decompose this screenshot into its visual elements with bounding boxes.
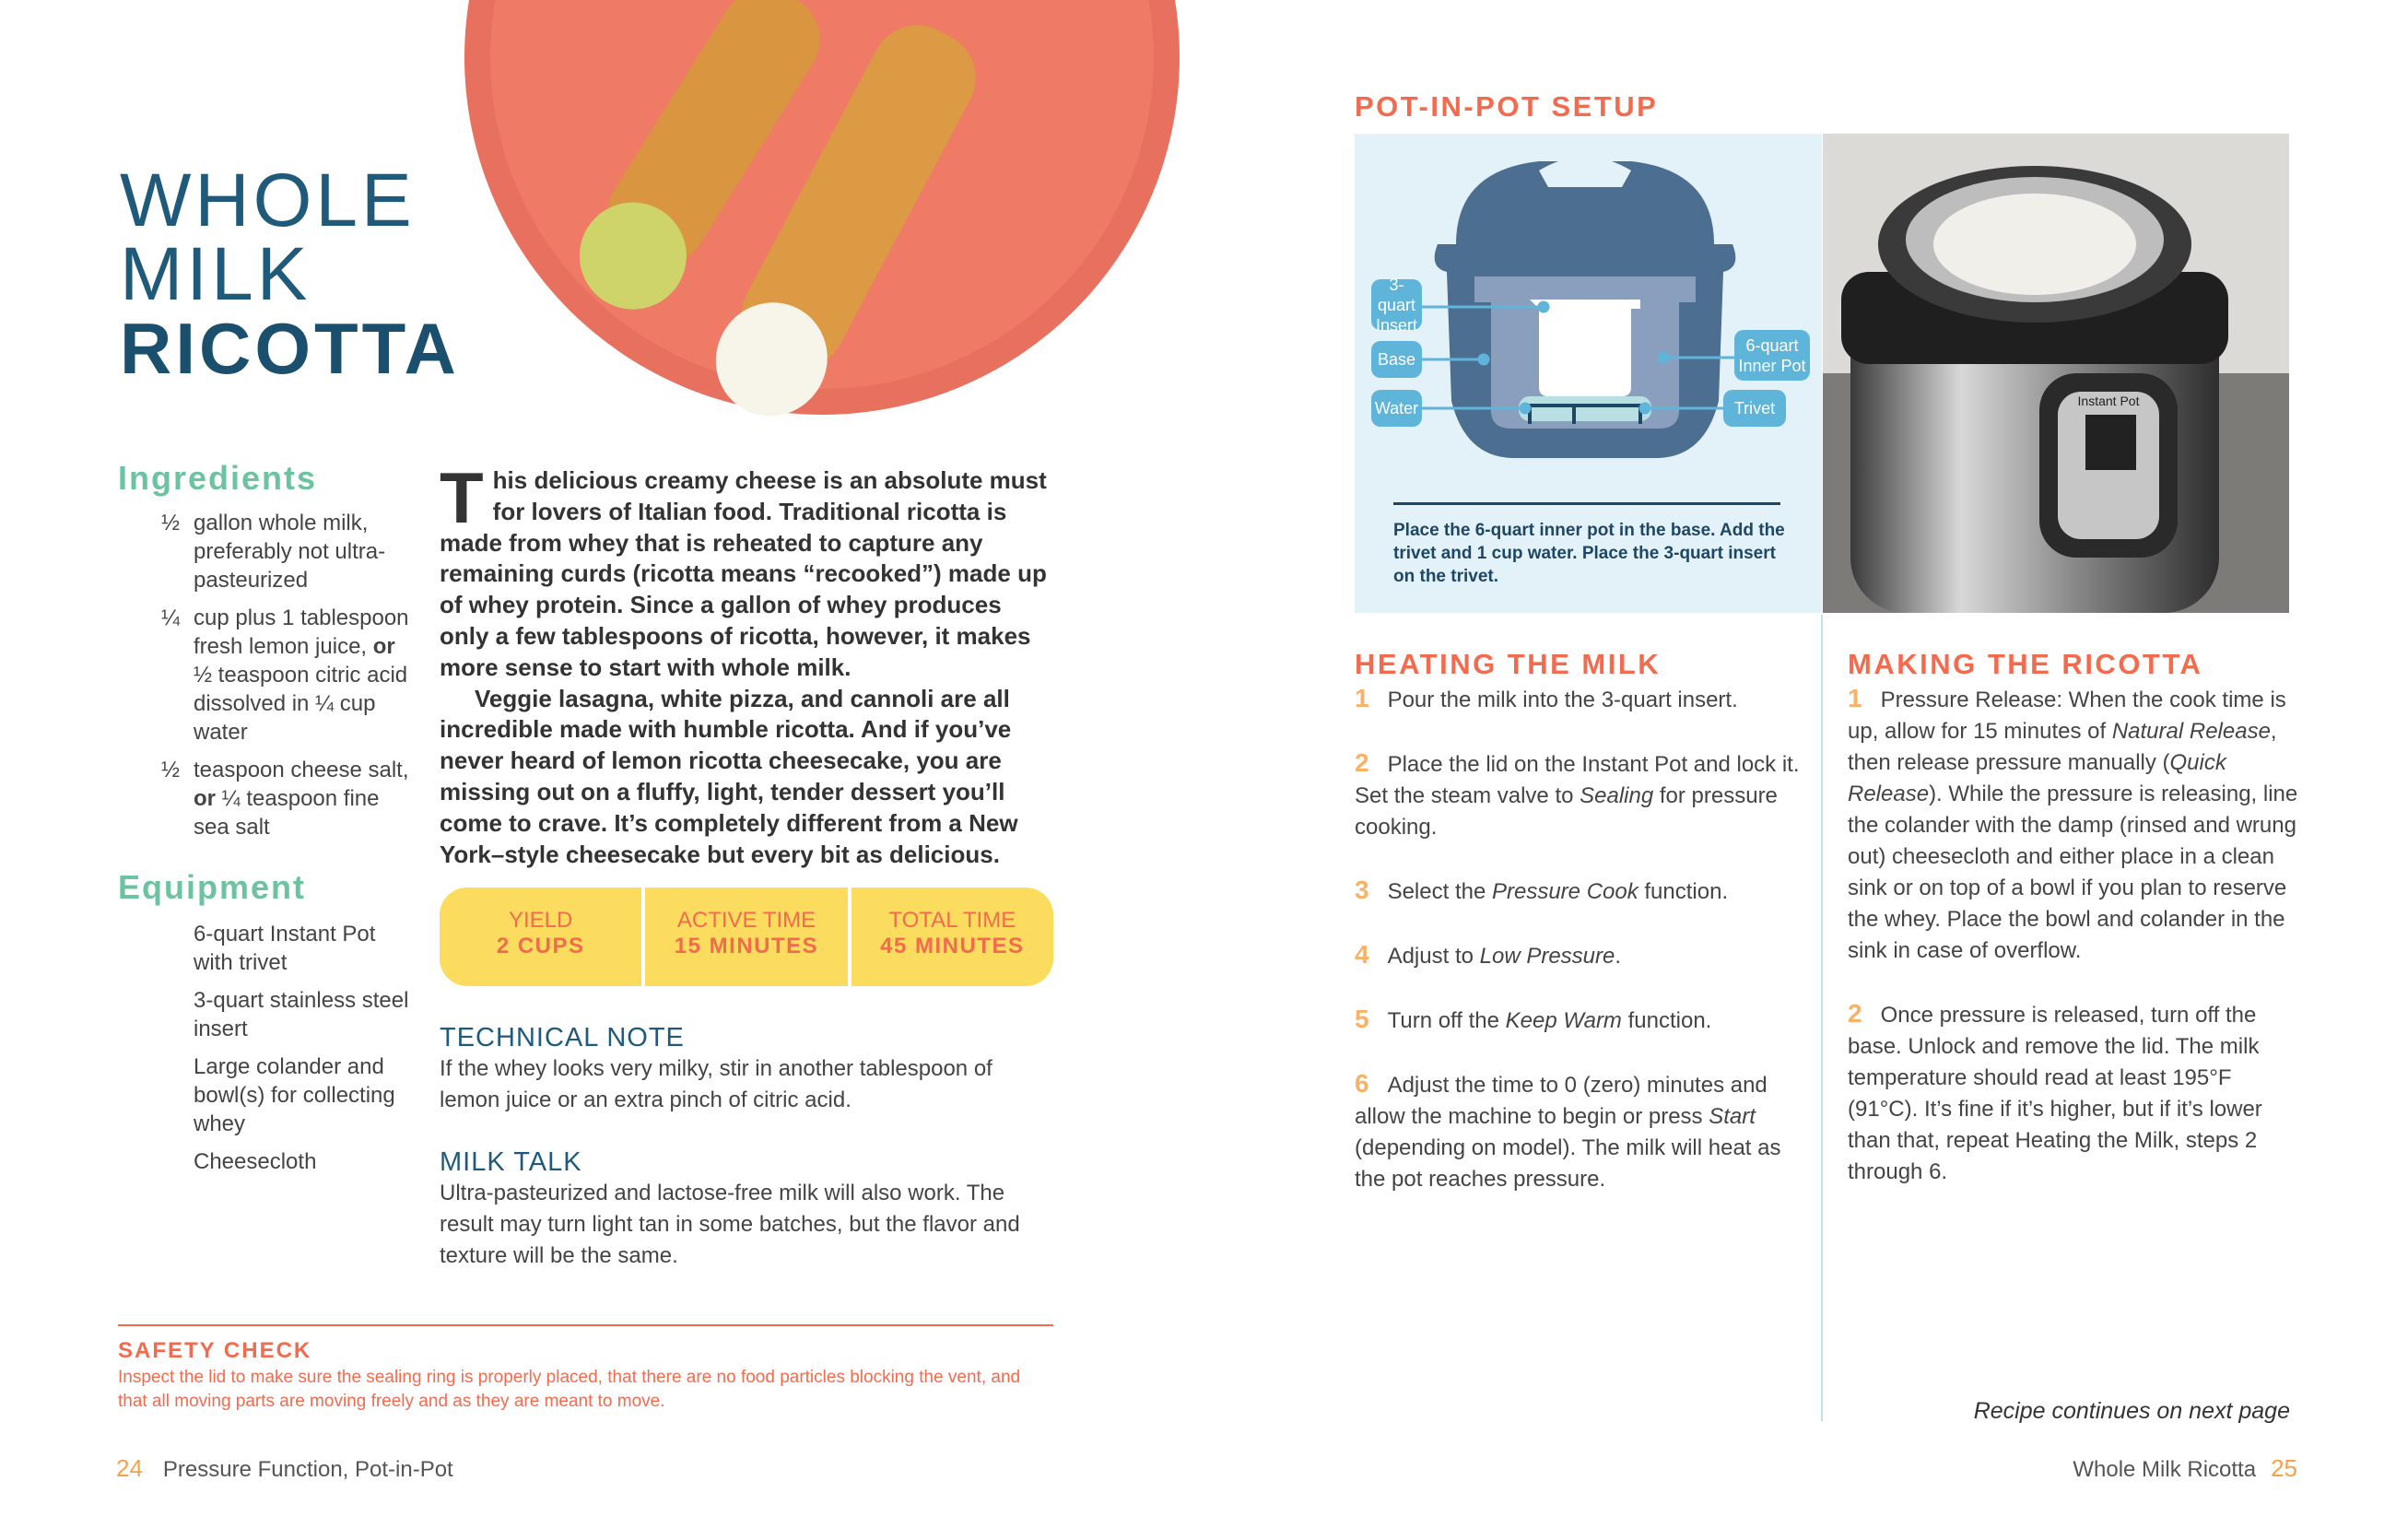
equipment-item: 3-quart stainless steel insert bbox=[194, 988, 409, 1041]
title-line-2: MILK bbox=[120, 232, 311, 316]
heating-step-6: 6 Adjust the time to 0 (zero) minutes and allow the machine to begin or press Start (depending on model). The milk will heat as the pot reaches pressure. bbox=[1355, 1069, 1781, 1192]
making-section bbox=[1848, 648, 2301, 1188]
footer-section: Pressure Function, Pot-in-Pot bbox=[162, 1457, 453, 1482]
equipment-item: Large colander and bowl(s) for collecting whey bbox=[194, 1054, 395, 1136]
equipment-list bbox=[194, 920, 419, 1185]
ingredient-text: cup plus 1 tablespoon fresh lemon juice, or ½ teaspoon citric acid dissolved in ¼ cup water bbox=[194, 605, 409, 745]
making-heading: MAKING THE RICOTTA bbox=[1848, 648, 2203, 680]
ingredient-text: teaspoon cheese salt, or ¼ teaspoon fine sea salt bbox=[194, 758, 409, 840]
recipe-continues-note: Recipe continues on next page bbox=[1973, 1398, 2290, 1424]
making-step-1: 1 Pressure Release: When the cook time is up, allow for 15 minutes of Natural Release, then release pressure manually (Quick Release). While the pressure is releasing, line the colander with the damp (rinsed and wrung out) cheesecloth and either place in a clean sink or on top of a bowl if you plan to reserve the whey. Place the bowl and colander in the sink in case of overflow. bbox=[1848, 684, 2298, 963]
intro-paragraph-1: his delicious creamy cheese is an absolute must for lovers of Italian food. Traditional ricotta is made from whey that is reheated to capture any remaining curds (ricotta means “recooked”) made up of whey protein. Since a gallon of whey produces only a few tablespoons of ricotta, however, it makes more sense to start with whole milk. bbox=[440, 466, 1047, 681]
label-water: Water bbox=[1371, 390, 1422, 427]
ingredients-heading: Ingredients bbox=[118, 459, 318, 497]
making-step-2: 2 Once pressure is released, turn off the base. Unlock and remove the lid. The milk temperature should read at least 195°F (91°C). It’s fine if it’s higher, but if it’s lower than that, repeat Heating the Milk, steps 2 through 6. bbox=[1848, 999, 2262, 1184]
label-3-quart-insert: 3-quart Insert bbox=[1371, 279, 1422, 330]
drop-cap: T bbox=[440, 457, 484, 538]
recipe-title bbox=[120, 159, 460, 389]
stat-active-time: ACTIVE TIME 15 MINUTES bbox=[641, 888, 847, 986]
ingredient-qty: ½ bbox=[161, 511, 181, 535]
stat-yield: YIELD 2 CUPS bbox=[496, 908, 585, 958]
heating-heading: HEATING THE MILK bbox=[1355, 648, 1662, 680]
milk-talk-text: Ultra-pasteurized and lactose-free milk will also work. The result may turn light tan in some batches, but the flavor and texture will be the same. bbox=[440, 1181, 1020, 1268]
heating-step-2: 2 Place the lid on the Instant Pot and lock it. Set the steam valve to Sealing for pressure cooking. bbox=[1355, 748, 1800, 840]
page-number: 24 bbox=[116, 1454, 143, 1482]
intro-text bbox=[440, 457, 1057, 870]
photo-brand-text: Instant Pot bbox=[2077, 394, 2140, 408]
equipment-item: Cheesecloth bbox=[194, 1149, 317, 1174]
ingredient-item bbox=[161, 509, 419, 594]
caption-rule bbox=[1393, 502, 1780, 505]
label-6-quart-inner-pot: 6-quart Inner Pot bbox=[1734, 330, 1810, 381]
ingredient-item bbox=[161, 604, 419, 746]
ingredients-list bbox=[161, 509, 419, 851]
ingredient-item bbox=[161, 756, 419, 841]
technical-note bbox=[440, 1023, 1057, 1116]
safety-text: Inspect the lid to make sure the sealing ring is properly placed, that there are no food particles blocking the vent, and that all moving parts are moving freely and as they are meant to move. bbox=[118, 1368, 1021, 1411]
pot-diagram bbox=[1355, 134, 1822, 613]
stat-total-time: TOTAL TIME 45 MINUTES bbox=[848, 888, 1053, 986]
instant-pot-photo bbox=[1823, 134, 2289, 613]
title-line-1: WHOLE bbox=[120, 159, 416, 242]
heating-step-4: 4 Adjust to Low Pressure. bbox=[1355, 940, 1622, 969]
equipment-heading: Equipment bbox=[118, 868, 306, 906]
footer-section: Whole Milk Ricotta bbox=[2073, 1457, 2257, 1482]
heating-step-1: 1 Pour the milk into the 3-quart insert. bbox=[1355, 684, 1738, 712]
title-line-3: RICOTTA bbox=[120, 308, 460, 389]
page-number: 25 bbox=[2271, 1454, 2297, 1482]
label-trivet: Trivet bbox=[1723, 390, 1786, 427]
ingredient-text: gallon whole milk, preferably not ultra-pasteurized bbox=[194, 511, 386, 593]
label-base: Base bbox=[1371, 341, 1422, 378]
milk-talk bbox=[440, 1147, 1057, 1272]
intro-paragraph-2: Veggie lasagna, white pizza, and cannoli are all incredible made with humble ricotta. And if you’ve never heard of lemon ricotta cheesecake, you are missing out on a fluffy, light, tender dessert you’ll come to crave. It’s completely different from a New York–style cheesecake but every bit as delicious. bbox=[440, 684, 1018, 868]
diagram-caption: Place the 6-quart inner pot in the base. Add the trivet and 1 cup water. Place the 3-quart insert on the trivet. bbox=[1393, 521, 1785, 586]
column-divider bbox=[1821, 615, 1823, 1421]
heating-step-3: 3 Select the Pressure Cook function. bbox=[1355, 876, 1729, 904]
ingredient-qty: ¼ bbox=[161, 605, 181, 630]
technical-note-text: If the whey looks very milky, stir in another tablespoon of lemon juice or an extra pinch of citric acid. bbox=[440, 1056, 992, 1112]
equipment-item: 6-quart Instant Pot with trivet bbox=[194, 922, 376, 975]
pot-in-pot-heading: POT-IN-POT SETUP bbox=[1355, 90, 1659, 123]
safety-check bbox=[118, 1338, 1053, 1414]
recipe-stats bbox=[440, 888, 1053, 986]
technical-note-heading: TECHNICAL NOTE bbox=[440, 1023, 685, 1052]
milk-talk-heading: MILK TALK bbox=[440, 1147, 582, 1177]
ingredient-qty: ½ bbox=[161, 758, 181, 782]
footer-left bbox=[116, 1454, 453, 1483]
cannoli-photo bbox=[461, 0, 1189, 419]
heating-step-5: 5 Turn off the Keep Warm function. bbox=[1355, 1005, 1712, 1033]
heating-section bbox=[1355, 648, 1811, 1195]
safety-divider bbox=[118, 1324, 1053, 1326]
footer-right bbox=[2073, 1454, 2297, 1483]
safety-heading: SAFETY CHECK bbox=[118, 1338, 312, 1363]
